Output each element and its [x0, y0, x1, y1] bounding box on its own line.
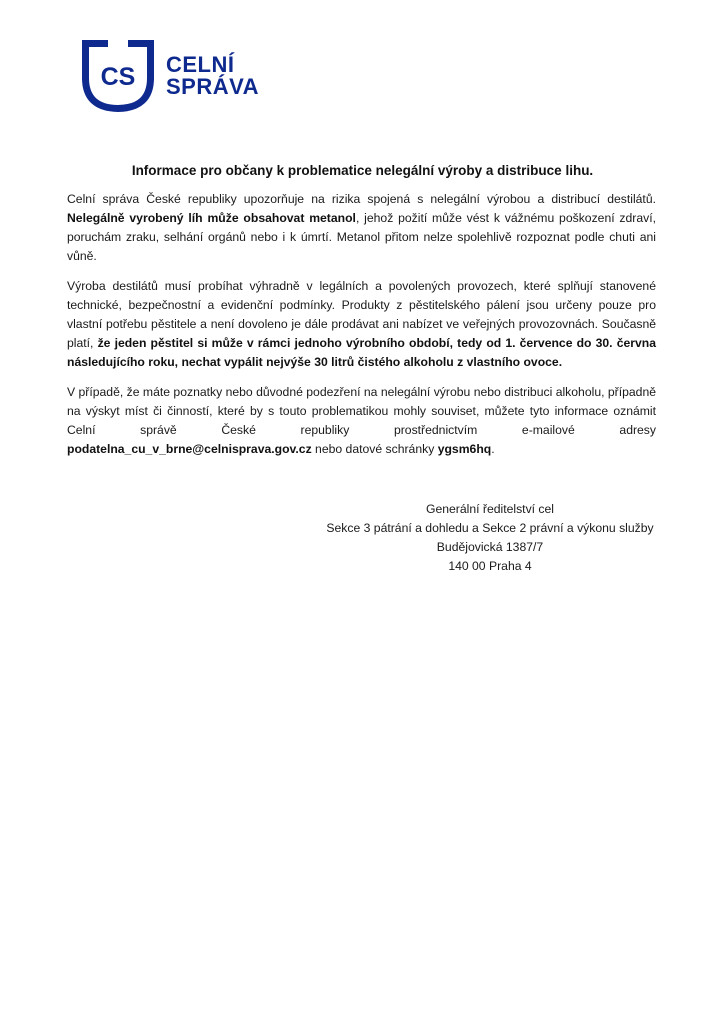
logo-line-1: CELNÍ — [166, 52, 235, 77]
logo-line-2: SPRÁVA — [166, 74, 260, 99]
paragraph-reporting — [67, 383, 656, 459]
paragraph-legal-production — [67, 277, 656, 372]
paragraph-text: . — [491, 442, 495, 456]
logo-wordmark — [166, 54, 259, 98]
paragraph-text: , jehož požití může vést k vážnému poškození zdraví, poruchám zraku, selhání orgánů nebo i k úmrtí. Metanol přitom nelze spolehlivě rozpoznat podle chuti ani vůně. — [67, 211, 657, 263]
signature-line-4: 140 00 Praha 4 — [448, 559, 532, 573]
data-box-id: ygsm6hq — [437, 442, 492, 456]
document-body — [67, 190, 656, 470]
paragraph-text: Výroba destilátů musí probíhat výhradně v legálních a povolených provozech, které splňují stanovené technické, bezpečnostní a evidenční podmínky. Produkty z pěstitelského pálení jsou určeny pouze pro vlastní potřebu pěstitele a není dovoleno je dále prodávat ani nabízet ve veřejných provozovnách. Současně platí, — [67, 279, 656, 350]
signature-block — [320, 500, 660, 576]
document-title: Informace pro občany k problematice nelegální výroby a distribuce lihu. — [131, 163, 594, 178]
email-address[interactable]: podatelna_cu_v_brne@celnisprava.gov.cz — [67, 442, 312, 456]
signature-line-3: Budějovická 1387/7 — [436, 540, 544, 554]
svg-text:CS: CS — [100, 63, 136, 91]
signature-line-1: Generální ředitelství cel — [425, 502, 555, 516]
paragraph-methanol-warning — [67, 190, 656, 266]
celni-sprava-logo — [82, 40, 259, 112]
paragraph-text: nebo datové schránky — [311, 442, 438, 456]
paragraph-text: Celní správa České republiky upozorňuje na rizika spojená s nelegální výrobou a distribucí destilátů. — [67, 192, 656, 206]
signature-line-2: Sekce 3 pátrání a dohledu a Sekce 2 právní a výkonu služby — [326, 521, 654, 535]
bold-warning: Nelegálně vyrobený líh může obsahovat metanol — [67, 211, 356, 225]
cs-emblem-icon — [82, 40, 154, 112]
bold-limit-rule: že jeden pěstitel si může v rámci jednoho výrobního období, tedy od 1. července do 30. června následujícího roku, nechat vypálit nejvýše 30 litrů čistého alkoholu z vlastního ovoce. — [67, 336, 657, 369]
paragraph-text: V případě, že máte poznatky nebo důvodné podezření na nelegální výrobu nebo distribuci alkoholu, případně na výskyt míst či činností, které by s touto problematikou mohly souviset, můžete tyto informace oznámit Celní správě České republiky prostřednictvím e-mailové adresy — [67, 385, 656, 437]
